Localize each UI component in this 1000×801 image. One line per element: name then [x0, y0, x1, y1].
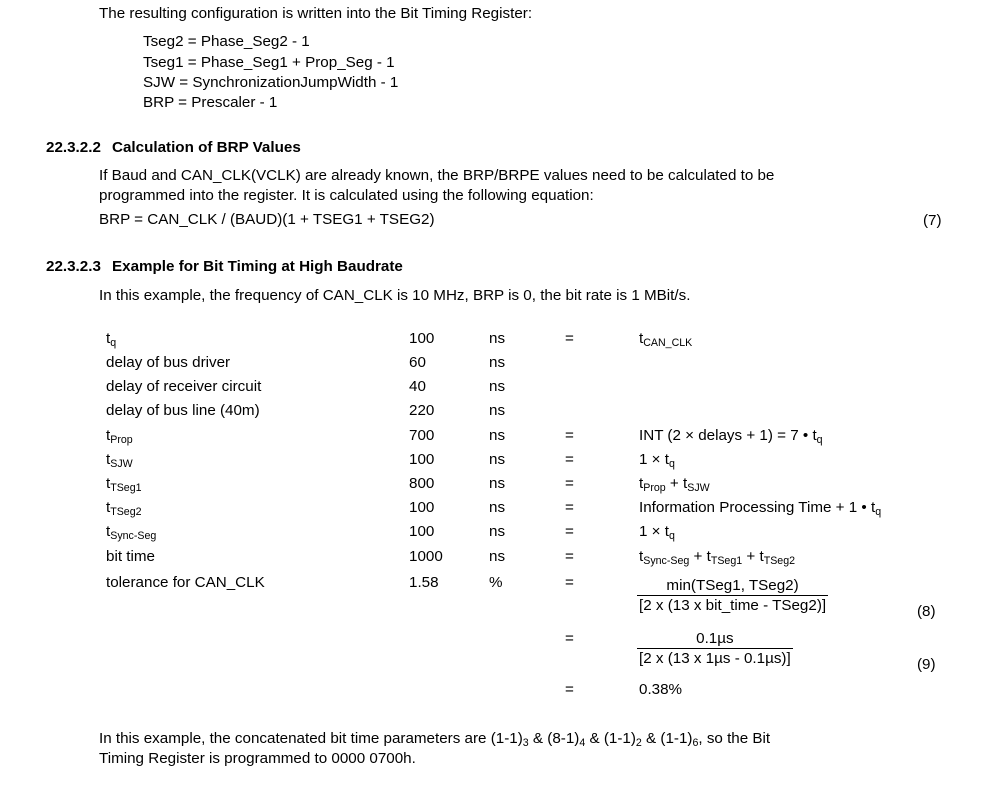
- closing-paragraph-line-1: [99, 729, 770, 748]
- row-equals: =: [565, 574, 574, 591]
- table-row: [0, 427, 1000, 451]
- row-label-sub: TSeg1: [110, 482, 142, 495]
- row-value: 40: [409, 378, 426, 395]
- row-equals: =: [565, 548, 574, 565]
- expr-sub-tseg2: TSeg2: [763, 555, 796, 568]
- expr-sub-syncseg: Sync-Seg: [643, 555, 690, 568]
- fraction-numerator: min(TSeg1, TSeg2): [666, 577, 799, 594]
- row-value: 1000: [409, 548, 443, 565]
- closing-text-e: , so the Bit: [698, 730, 771, 747]
- row-expression: Information Processing Time + 1 • $t_q$: [639, 499, 882, 519]
- section-heading-brp: [46, 138, 301, 157]
- row-value: 100: [409, 523, 435, 540]
- config-line-tseg2: Tseg2 = Phase_Seg2 - 1: [143, 33, 310, 50]
- table-row: [0, 378, 1000, 402]
- closing-sub-1: 3: [522, 737, 529, 750]
- row-unit: ns: [489, 427, 506, 444]
- row-label: $t_q$: [106, 330, 117, 350]
- row-label-sub: Prop: [110, 434, 133, 447]
- closing-paragraph-line-2: Timing Register is programmed to 0000 0700h.: [99, 750, 416, 767]
- row-label: delay of bus line (40m): [106, 402, 260, 419]
- closing-sub-2: 4: [579, 737, 586, 750]
- row-value: 100: [409, 330, 435, 347]
- fraction-numerator: 0.1µs: [696, 630, 734, 647]
- row-equals: =: [565, 330, 574, 347]
- row-unit: ns: [489, 548, 506, 565]
- row-label-sub: TSeg2: [110, 506, 142, 519]
- config-line-tseg1: Tseg1 = Phase_Seg1 + Prop_Seg - 1: [143, 54, 395, 71]
- row-label-sub: Sync-Seg: [110, 530, 157, 543]
- row-label: $t_{TSeg2}$: [106, 499, 142, 519]
- example-body: In this example, the frequency of CAN_CLK is 10 MHz, BRP is 0, the bit rate is 1 MBit/s.: [99, 287, 691, 304]
- closing-text-c: & (1-1): [585, 730, 636, 747]
- table-row: [0, 548, 1000, 572]
- equation-number-7: (7): [923, 212, 942, 229]
- table-row: [0, 330, 1000, 354]
- equation-number-9: (9): [917, 656, 936, 673]
- row-unit: ns: [489, 523, 506, 540]
- row-value: 100: [409, 499, 435, 516]
- row-unit: %: [489, 574, 503, 591]
- closing-text-d: & (1-1): [641, 730, 693, 747]
- row-label: $t_{Prop}$: [106, 427, 133, 447]
- row-unit: ns: [489, 354, 506, 371]
- row-label: $t_{TSeg1}$: [106, 475, 142, 495]
- row-label-sub: q: [110, 337, 117, 350]
- table-row: [0, 523, 1000, 547]
- section-number-example: 22.3.2.3: [46, 258, 101, 275]
- row-expression-sub: q: [668, 458, 675, 471]
- closing-text-a: In this example, the concatenated bit time parameters are (1-1): [99, 730, 523, 747]
- closing-text-b: & (8-1): [528, 730, 580, 747]
- row-expression: $t_{Prop} + t_{SJW}$: [639, 475, 710, 495]
- section-number-brp: 22.3.2.2: [46, 139, 101, 156]
- row-label: $t_{SJW}$: [106, 451, 133, 471]
- brp-body-line-1: If Baud and CAN_CLK(VCLK) are already known, the BRP/BRPE values need to be calculated to be: [99, 167, 775, 184]
- fraction-denominator: [2 x (13 x bit_time - TSeg2)]: [639, 597, 827, 614]
- brp-body-line-2: programmed into the register. It is calculated using the following equation:: [99, 187, 594, 204]
- row-unit: ns: [489, 330, 506, 347]
- result-equals: =: [565, 681, 574, 698]
- closing-sub-3: 2: [635, 737, 642, 750]
- row-expression: $1 \times t_q$: [639, 451, 675, 471]
- section-heading-example: [46, 257, 403, 276]
- row-expression: $1 \times t_q$: [639, 523, 675, 543]
- row-value: 1.58: [409, 574, 439, 591]
- row-label: $t_{Sync-Seg}$: [106, 523, 157, 543]
- row-expression: INT (2 × delays + 1) = 7 • $t_q$: [639, 427, 823, 447]
- closing-sub-4: 6: [692, 737, 699, 750]
- row-unit: ns: [489, 402, 506, 419]
- fraction-denominator: [2 x (13 x 1µs - 0.1µs)]: [639, 650, 791, 667]
- row-label: tolerance for CAN_CLK: [106, 574, 265, 591]
- row-equals: =: [565, 499, 574, 516]
- expr-sub-prop: Prop: [643, 482, 666, 495]
- tolerance-fraction-numeric: [637, 630, 793, 667]
- brp-equation: BRP = CAN_CLK / (BAUD)(1 + TSEG1 + TSEG2): [99, 211, 435, 228]
- row-expression-sub: q: [875, 506, 882, 519]
- table-row: [0, 475, 1000, 499]
- row-value: 220: [409, 402, 435, 419]
- row-value: 700: [409, 427, 435, 444]
- row-unit: ns: [489, 499, 506, 516]
- row-expression-sub: CAN_CLK: [643, 337, 693, 350]
- row-equals: =: [565, 451, 574, 468]
- row-expression: $t_{CAN\_CLK}$: [639, 330, 693, 350]
- section-title-example: Example for Bit Timing at High Baudrate: [112, 258, 403, 275]
- row-label: bit time: [106, 548, 155, 565]
- row-value: 800: [409, 475, 435, 492]
- row-unit: ns: [489, 378, 506, 395]
- row-expression: $t_{Sync-Seg} + t_{TSeg1} + t_{TSeg2}$: [639, 548, 796, 568]
- row-equals: =: [565, 427, 574, 444]
- row-value: 100: [409, 451, 435, 468]
- table-row: [0, 499, 1000, 523]
- tolerance-fraction-general: [637, 577, 828, 614]
- row-label-sub: SJW: [110, 458, 133, 471]
- section-title-brp: Calculation of BRP Values: [112, 139, 301, 156]
- table-row: [0, 354, 1000, 378]
- table-row: [0, 402, 1000, 426]
- config-line-sjw: SJW = SynchronizationJumpWidth - 1: [143, 74, 399, 91]
- row-expression-sub: q: [816, 434, 823, 447]
- lead-paragraph: The resulting configuration is written into the Bit Timing Register:: [99, 5, 533, 22]
- row-value: 60: [409, 354, 426, 371]
- row-label: delay of receiver circuit: [106, 378, 262, 395]
- row-unit: ns: [489, 475, 506, 492]
- fraction-two-equals: =: [565, 630, 574, 647]
- result-value: 0.38%: [639, 681, 683, 698]
- table-row: [0, 574, 1000, 598]
- expr-sub-sjw: SJW: [687, 482, 710, 495]
- row-label: delay of bus driver: [106, 354, 231, 371]
- row-expression-sub: q: [668, 530, 675, 543]
- expr-sub-tseg1: TSeg1: [710, 555, 743, 568]
- equation-number-8: (8): [917, 603, 936, 620]
- row-equals: =: [565, 523, 574, 540]
- row-equals: =: [565, 475, 574, 492]
- row-unit: ns: [489, 451, 506, 468]
- config-line-brp: BRP = Prescaler - 1: [143, 94, 278, 111]
- table-row: [0, 451, 1000, 475]
